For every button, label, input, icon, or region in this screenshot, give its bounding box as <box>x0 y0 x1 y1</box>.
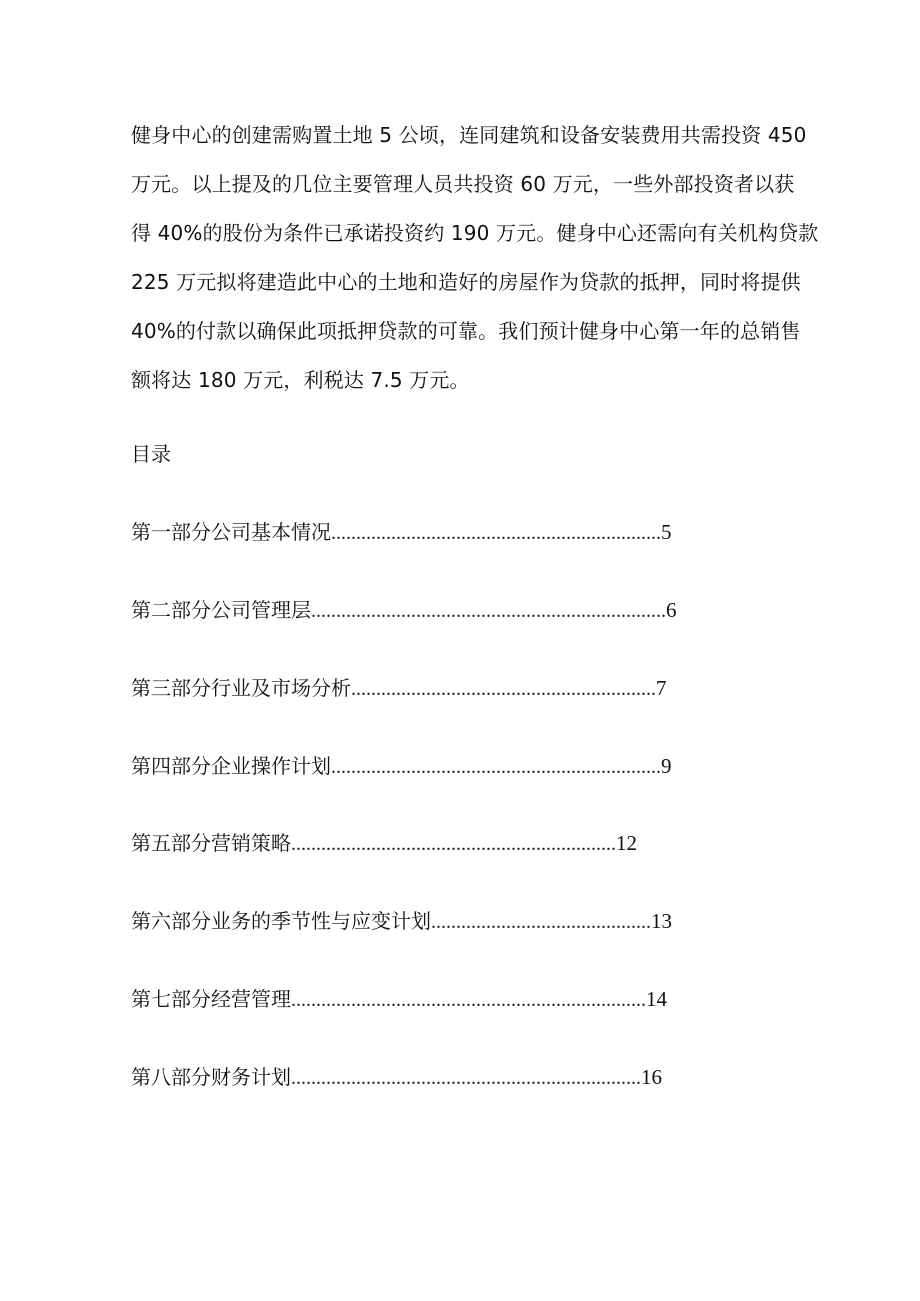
toc-page-number: 7 <box>656 676 667 700</box>
toc-dot-leader: ............................................................. <box>351 678 656 700</box>
toc-dot-leader: .................................................................. <box>331 522 661 544</box>
toc-entry-title: 第五部分营销策略 <box>131 831 291 855</box>
toc-page-number: 16 <box>641 1065 662 1089</box>
toc-entry-part-1[interactable] <box>131 514 672 550</box>
toc-dot-leader: .................................................................. <box>331 756 661 778</box>
toc-entry-title: 第七部分经营管理 <box>131 987 291 1011</box>
toc-entry-part-8[interactable] <box>131 1059 662 1095</box>
toc-entry-title: 第三部分行业及市场分析 <box>131 676 351 700</box>
toc-page-number: 12 <box>616 831 637 855</box>
toc-dot-leader: ...................................................................... <box>291 1067 641 1089</box>
toc-dot-leader: ....................................................................... <box>291 989 646 1011</box>
toc-page-number: 5 <box>661 520 672 544</box>
toc-entry-part-5[interactable] <box>131 825 637 861</box>
toc-dot-leader: ................................................................. <box>291 833 616 855</box>
toc-dot-leader: ............................................ <box>431 911 651 933</box>
toc-page-number: 9 <box>661 754 672 778</box>
intro-line: 健身中心的创建需购置土地 5 公顷，连同建筑和设备安装费用共需投资 450 <box>131 123 807 147</box>
toc-page-number: 13 <box>651 909 672 933</box>
toc-entry-title: 第一部分公司基本情况 <box>131 520 331 544</box>
intro-line: 得 40%的股份为条件已承诺投资约 190 万元。健身中心还需向有关机构贷款 <box>131 221 819 245</box>
toc-dot-leader: ....................................................................... <box>311 600 666 622</box>
intro-line: 万元。以上提及的几位主要管理人员共投资 60 万元，一些外部投资者以获 <box>131 172 795 196</box>
intro-line: 40%的付款以确保此项抵押贷款的可靠。我们预计健身中心第一年的总销售 <box>131 319 801 343</box>
toc-page-number: 6 <box>666 598 677 622</box>
toc-page-number: 14 <box>646 987 667 1011</box>
toc-heading: 目录 <box>131 442 171 466</box>
toc-entry-part-7[interactable] <box>131 981 667 1017</box>
toc-entry-title: 第四部分企业操作计划 <box>131 754 331 778</box>
intro-paragraph <box>131 114 819 408</box>
toc-entry-title: 第二部分公司管理层 <box>131 598 311 622</box>
toc-entry-part-2[interactable] <box>131 592 677 628</box>
toc-entry-part-3[interactable] <box>131 670 667 706</box>
toc-entry-part-6[interactable] <box>131 903 672 939</box>
toc-entry-part-4[interactable] <box>131 748 672 784</box>
toc-entry-title: 第八部分财务计划 <box>131 1065 291 1089</box>
intro-line: 225 万元拟将建造此中心的土地和造好的房屋作为贷款的抵押，同时将提供 <box>131 270 801 294</box>
toc-entry-title: 第六部分业务的季节性与应变计划 <box>131 909 431 933</box>
intro-line: 额将达 180 万元，利税达 7.5 万元。 <box>131 368 470 392</box>
